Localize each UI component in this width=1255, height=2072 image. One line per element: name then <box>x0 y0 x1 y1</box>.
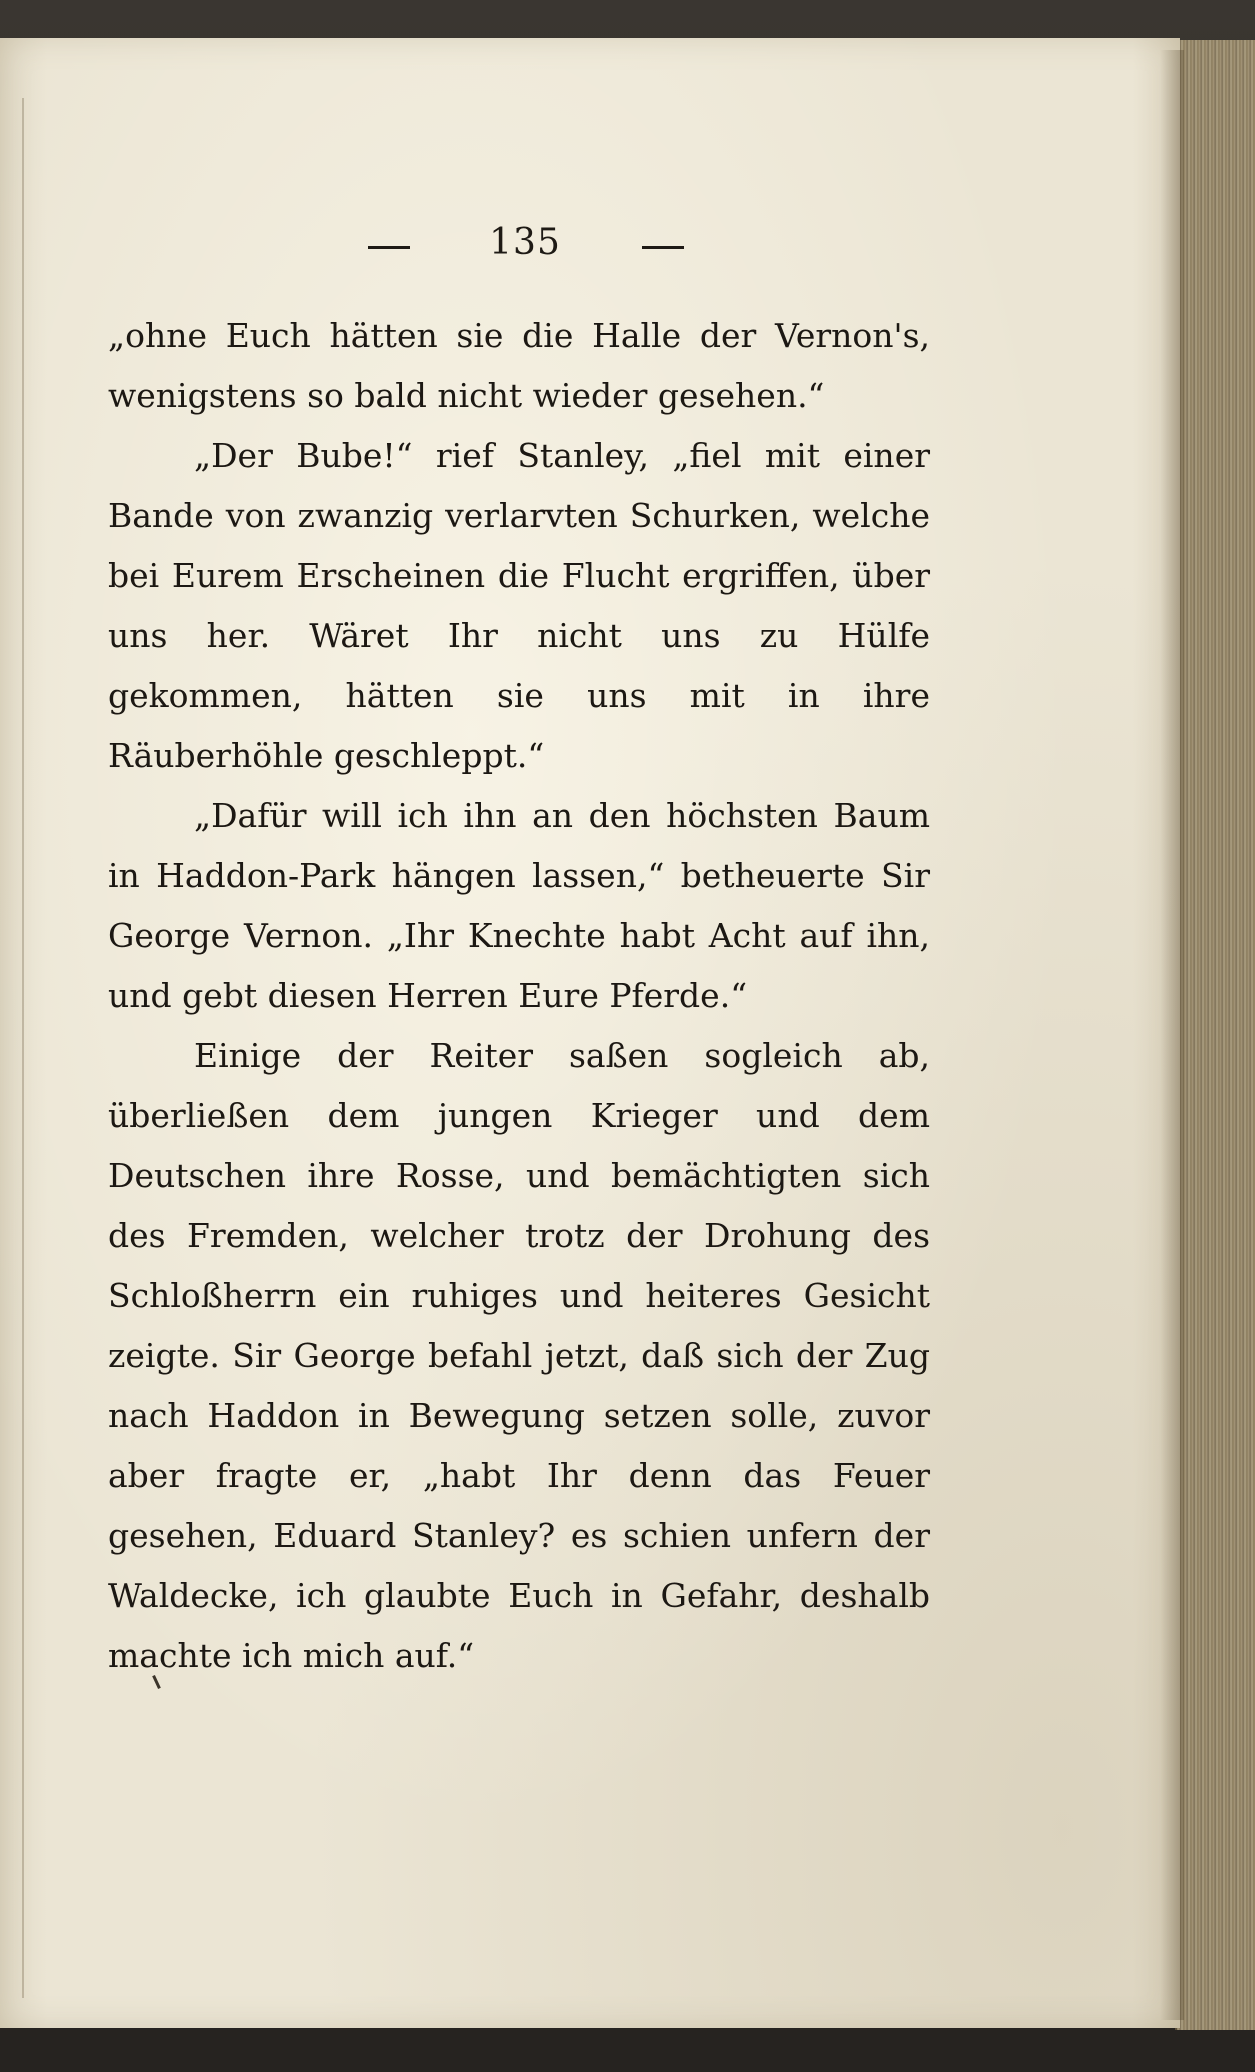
paragraph-2: „Der Bube!“ rief Stanley, „fiel mit einer Bande von zwanzig verlarvten Schurken, welche bei Eurem Erscheinen die Flucht ergriffen, über uns her. Wäret Ihr nicht uns zu Hülfe gekommen, hätten sie uns mit in ihre Räuberhöhle geschleppt.“ <box>108 436 930 775</box>
page-number: 135 <box>489 222 561 263</box>
book-page-edges <box>1175 40 1255 2030</box>
gutter-line <box>22 98 24 1998</box>
paragraph-4: Einige der Reiter saßen sogleich ab, überließen dem jungen Krieger und dem Deutschen ihre Rosse, und bemächtigten sich des Fremden, welcher trotz der Drohung des Schloßherrn ein ruhiges und heiteres Gesicht zeigte. Sir George befahl jetzt, daß sich der Zug nach Haddon in Bewegung setzen solle, zuvor aber fragte er, „habt Ihr denn das Feuer gesehen, Eduard Stanley? es schien unfern der Waldecke, ich glaubte Euch in Gefahr, deshalb machte ich mich auf.“ <box>108 1036 930 1675</box>
header-dash-left <box>368 246 410 249</box>
body-text <box>108 306 930 1686</box>
paragraph-1: „ohne Euch hätten sie die Halle der Vernon's, wenigstens so bald nicht wieder gesehen.“ <box>108 316 930 415</box>
page-header <box>0 222 1180 272</box>
paragraph-3: „Dafür will ich ihn an den höchsten Baum in Haddon-Park hängen lassen,“ betheuerte Sir George Vernon. „Ihr Knechte habt Acht auf ihn, und gebt diesen Herren Eure Pferde.“ <box>108 796 930 1015</box>
header-dash-right <box>642 246 684 249</box>
page-edge-shadow <box>1160 50 1184 2020</box>
